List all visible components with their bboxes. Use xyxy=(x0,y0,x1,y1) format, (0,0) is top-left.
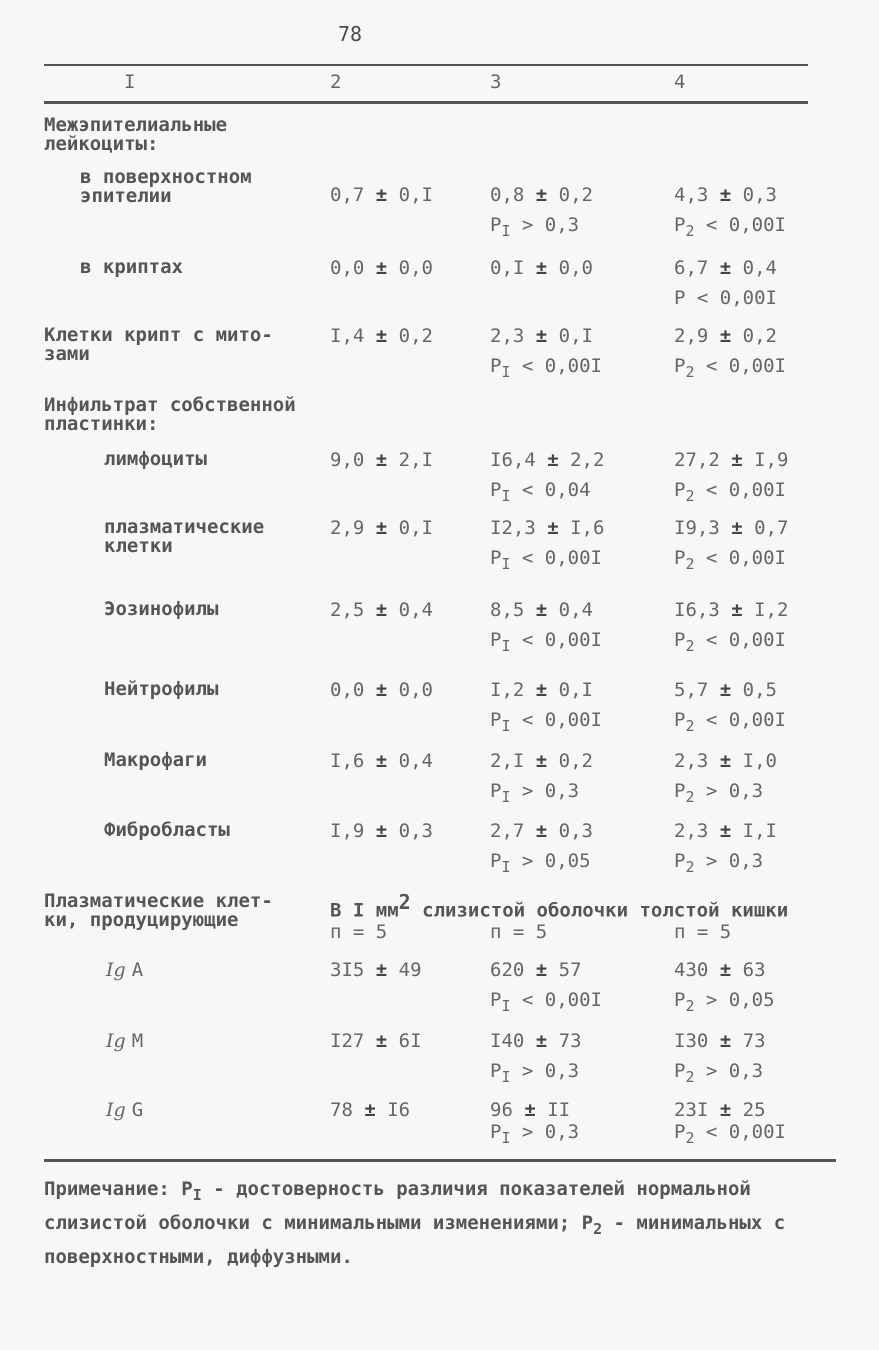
col4-p-crypts xyxy=(674,288,777,309)
plus-minus: ± xyxy=(719,820,732,842)
plus-minus: ± xyxy=(535,325,548,347)
mean-value: 0,I xyxy=(490,257,536,279)
error-value: 0,I xyxy=(387,184,433,206)
mean-value: 620 xyxy=(490,959,536,981)
plus-minus: ± xyxy=(535,820,548,842)
p-symbol: P xyxy=(674,355,686,377)
error-value: 0,2 xyxy=(547,184,593,206)
col2-value-surface xyxy=(330,185,433,206)
plus-minus: ± xyxy=(731,599,743,621)
col4-p-surface xyxy=(674,214,786,240)
subscript: I xyxy=(501,487,511,505)
col2-value-mitosis xyxy=(330,326,433,347)
error-value: 0,4 xyxy=(387,599,433,621)
error-value: 0,3 xyxy=(547,820,593,842)
p-value: < 0,00I xyxy=(510,547,602,569)
section-plasma-cells: Плазматические клет- ки, продуцирующие xyxy=(44,890,273,931)
mean-value: 5,7 xyxy=(674,679,720,701)
p-value: < 0,00I xyxy=(694,479,786,501)
error-value: 0,5 xyxy=(731,679,777,701)
p-symbol: P xyxy=(490,780,502,802)
ig-label-igm xyxy=(106,1031,143,1052)
row-label-mitosis: Клетки крипт с мито- зами xyxy=(44,324,273,365)
mean-value: 4,3 xyxy=(674,184,720,206)
error-value: 73 xyxy=(547,1030,582,1052)
mean-value: 9,0 xyxy=(330,449,376,471)
p-symbol: P xyxy=(674,850,686,872)
section-intraepithelial: Межэпителиальные лейкоциты: xyxy=(44,114,228,155)
subscript: 2 xyxy=(685,637,695,655)
header-rule xyxy=(44,101,808,104)
p-value: > 0,3 xyxy=(694,850,764,872)
col2-value-iga xyxy=(330,960,422,981)
col3-p-plasma xyxy=(490,547,602,573)
subscript: I xyxy=(501,997,511,1015)
col3-value-eos xyxy=(490,600,593,621)
subscript: I xyxy=(501,363,511,381)
bottom-rule xyxy=(44,1159,836,1162)
col3-value-crypts xyxy=(490,258,593,279)
p-value: > 0,3 xyxy=(510,214,580,236)
mean-value: I,2 xyxy=(490,679,536,701)
col3-value-igg xyxy=(490,1100,570,1121)
mean-value: I40 xyxy=(490,1030,536,1052)
sample-size-4: п = 5 xyxy=(674,921,732,943)
col4-p-igg xyxy=(674,1121,786,1147)
col4-value-surface xyxy=(674,185,777,206)
col4-p-plasma xyxy=(674,547,786,573)
col2-value-eos xyxy=(330,600,433,621)
mean-value: 0,8 xyxy=(490,184,536,206)
ig-label-iga xyxy=(106,960,143,981)
col3-p-lymph xyxy=(490,479,591,505)
ig-class: A xyxy=(131,959,144,981)
p-symbol: P xyxy=(674,989,686,1011)
plus-minus: ± xyxy=(719,1099,732,1121)
p-symbol: P xyxy=(674,479,686,501)
col4-value-lymph xyxy=(674,450,788,471)
p-value: > 0,05 xyxy=(694,989,775,1011)
col3-p-mitosis xyxy=(490,355,602,381)
p-value: < 0,00I xyxy=(694,355,786,377)
subscript: 2 xyxy=(685,222,695,240)
col4-value-mitosis xyxy=(674,326,777,347)
plus-minus: ± xyxy=(535,599,548,621)
mean-value: 96 xyxy=(490,1099,525,1121)
subscript: 2 xyxy=(685,487,695,505)
error-value: 0,0 xyxy=(387,257,433,279)
mean-value: 3I5 xyxy=(330,959,376,981)
col3-p-fibro xyxy=(490,850,591,876)
col3-value-lymph xyxy=(490,450,604,471)
plus-minus: ± xyxy=(719,325,732,347)
p-symbol: P xyxy=(674,709,686,731)
p-symbol: P xyxy=(490,1060,502,1082)
p-value: > 0,3 xyxy=(510,1060,580,1082)
col3-value-neut xyxy=(490,680,593,701)
page-number: 78 xyxy=(338,22,363,46)
error-value: 6I xyxy=(387,1030,422,1052)
col4-value-igg xyxy=(674,1100,766,1121)
plus-minus: ± xyxy=(375,750,388,772)
top-rule xyxy=(44,64,808,66)
plus-minus: ± xyxy=(535,959,548,981)
p-symbol: P xyxy=(490,1121,502,1143)
col2-value-crypts xyxy=(330,258,433,279)
mean-value: 2,9 xyxy=(674,325,720,347)
plus-minus: ± xyxy=(719,679,732,701)
col2-value-fibro xyxy=(330,821,433,842)
sample-size-3: п = 5 xyxy=(490,921,548,943)
plus-minus: ± xyxy=(375,257,388,279)
p-value: < 0,00I xyxy=(694,1121,786,1143)
plus-minus: ± xyxy=(375,820,388,842)
col2-value-plasma xyxy=(330,518,433,539)
col2-value-macro xyxy=(330,751,433,772)
column-header-2: 2 xyxy=(330,71,342,93)
p-value: < 0,00I xyxy=(694,629,786,651)
error-value: 0,7 xyxy=(742,517,789,539)
mean-value: I27 xyxy=(330,1030,376,1052)
error-value: 73 xyxy=(731,1030,766,1052)
subscript: I xyxy=(501,222,511,240)
plus-minus: ± xyxy=(547,517,559,539)
mean-value: 2,9 xyxy=(330,517,376,539)
error-value: 0,2 xyxy=(387,325,433,347)
plus-minus: ± xyxy=(375,325,388,347)
col4-p-fibro xyxy=(674,850,764,876)
error-value: 0,I xyxy=(387,517,433,539)
p-symbol: P xyxy=(674,1121,686,1143)
p-value: < 0,00I xyxy=(510,629,602,651)
plus-minus: ± xyxy=(535,679,548,701)
p-value: > 0,05 xyxy=(510,850,591,872)
p-symbol: P xyxy=(490,355,502,377)
subscript: I xyxy=(501,717,511,735)
plus-minus: ± xyxy=(364,1099,376,1121)
p-value: < 0,00I xyxy=(694,547,786,569)
mean-value: 2,3 xyxy=(674,820,720,842)
col4-value-crypts xyxy=(674,258,777,279)
plus-minus: ± xyxy=(375,959,388,981)
error-value: I6 xyxy=(375,1099,411,1121)
subscript: 2 xyxy=(685,717,695,735)
col4-value-iga xyxy=(674,960,766,981)
col3-p-igg xyxy=(490,1121,580,1147)
p-symbol: P xyxy=(674,1060,686,1082)
column-header-1: I xyxy=(124,71,136,93)
mean-value: 8,5 xyxy=(490,599,536,621)
mean-value: I6,4 xyxy=(490,449,548,471)
row-label-eos: Эозинофилы xyxy=(104,598,219,620)
ig-symbol: Ig xyxy=(106,959,132,981)
plus-minus: ± xyxy=(719,1030,732,1052)
plus-minus: ± xyxy=(719,184,732,206)
p-value: < 0,00I xyxy=(510,989,602,1011)
col4-value-eos xyxy=(674,600,788,621)
col3-p-iga xyxy=(490,989,602,1015)
col4-value-neut xyxy=(674,680,777,701)
col3-p-macro xyxy=(490,780,580,806)
error-value: I,0 xyxy=(731,750,777,772)
sample-size-2: п = 5 xyxy=(330,921,388,943)
mean-value: 2,3 xyxy=(490,325,536,347)
error-value: 49 xyxy=(387,959,422,981)
p-value: < 0,00I xyxy=(694,214,786,236)
p-symbol: P xyxy=(490,214,502,236)
unit-line xyxy=(330,892,788,921)
col3-value-mitosis xyxy=(490,326,593,347)
p-symbol: P xyxy=(490,479,502,501)
error-value: I,2 xyxy=(742,599,789,621)
ig-class: G xyxy=(131,1099,144,1121)
mean-value: 23I xyxy=(674,1099,720,1121)
error-value: 0,0 xyxy=(387,679,433,701)
mean-value: I,4 xyxy=(330,325,376,347)
column-header-3: 3 xyxy=(490,71,502,93)
p-value: > 0,3 xyxy=(510,1121,580,1143)
subscript: 2 xyxy=(685,858,695,876)
p-symbol: P xyxy=(674,780,686,802)
mean-value: 27,2 xyxy=(674,449,732,471)
error-value: 2,2 xyxy=(558,449,605,471)
col4-p-mitosis xyxy=(674,355,786,381)
col3-p-eos xyxy=(490,629,602,655)
error-value: I,9 xyxy=(742,449,789,471)
error-value: I,6 xyxy=(558,517,605,539)
mean-value: I30 xyxy=(674,1030,720,1052)
subscript: 2 xyxy=(685,997,695,1015)
plus-minus: ± xyxy=(375,517,388,539)
col4-value-igm xyxy=(674,1031,766,1052)
mean-value: 6,7 xyxy=(674,257,720,279)
column-header-4: 4 xyxy=(674,71,686,93)
error-value: 0,I xyxy=(547,679,593,701)
ig-symbol: Ig xyxy=(106,1030,132,1052)
subscript: 2 xyxy=(685,555,695,573)
col4-value-macro xyxy=(674,751,777,772)
mean-value: I2,3 xyxy=(490,517,548,539)
plus-minus: ± xyxy=(375,449,388,471)
p-symbol: P xyxy=(674,547,686,569)
unit-exponent: 2 xyxy=(398,890,411,914)
mean-value: I,9 xyxy=(330,820,376,842)
col4-p-lymph xyxy=(674,479,786,505)
p-value: > 0,3 xyxy=(694,1060,764,1082)
p-symbol: P xyxy=(490,850,502,872)
unit-tail: слизистой оболочки толстой кишки xyxy=(410,899,789,922)
subscript: 2 xyxy=(685,1068,695,1086)
footnote: Примечание: $P_I$ - достоверность различия показателей нормальной слизистой оболочки с минимальными изменениями; $P_2$ - минимальных с поверхностными, диффузными. xyxy=(44,1178,786,1268)
subscript: I xyxy=(501,1068,511,1086)
col3-p-neut xyxy=(490,709,602,735)
p-value: < 0,00I xyxy=(510,709,602,731)
error-value: 0,0 xyxy=(547,257,593,279)
p-value: > 0,3 xyxy=(694,780,764,802)
error-value: 0,3 xyxy=(731,184,777,206)
col4-p-igm xyxy=(674,1060,764,1086)
error-value: 0,3 xyxy=(387,820,433,842)
ig-label-igg xyxy=(106,1100,143,1121)
error-value: 63 xyxy=(731,959,766,981)
plus-minus: ± xyxy=(731,517,743,539)
subscript: I xyxy=(501,788,511,806)
col3-value-igm xyxy=(490,1031,582,1052)
col3-p-igm xyxy=(490,1060,580,1086)
col2-value-neut xyxy=(330,680,433,701)
mean-value: 2,3 xyxy=(674,750,720,772)
col2-value-lymph xyxy=(330,450,433,471)
col4-p-eos xyxy=(674,629,786,655)
col3-value-macro xyxy=(490,751,593,772)
mean-value: 0,7 xyxy=(330,184,376,206)
row-label-lymph: лимфоциты xyxy=(104,448,207,470)
row-label-plasma: плазматические клетки xyxy=(104,516,265,557)
mean-value: 0,0 xyxy=(330,679,376,701)
error-value: 0,I xyxy=(547,325,593,347)
subscript: 2 xyxy=(685,363,695,381)
plus-minus: ± xyxy=(375,599,388,621)
p-symbol: P xyxy=(490,629,502,651)
plus-minus: ± xyxy=(719,257,732,279)
subscript: I xyxy=(501,637,511,655)
plus-minus: ± xyxy=(535,257,548,279)
subscript: 2 xyxy=(685,1129,695,1147)
plus-minus: ± xyxy=(731,449,743,471)
col2-value-igg xyxy=(330,1100,410,1121)
error-value: 0,2 xyxy=(731,325,777,347)
section-infiltrate: Инфильтрат собственной пластинки: xyxy=(44,394,296,435)
p-symbol: P xyxy=(490,547,502,569)
row-label-surface: в поверхностном эпителии xyxy=(80,166,252,207)
mean-value: I6,3 xyxy=(674,599,732,621)
error-value: 0,4 xyxy=(387,750,433,772)
subscript: 2 xyxy=(685,788,695,806)
row-label-neut: Нейтрофилы xyxy=(104,678,219,700)
mean-value: 0,0 xyxy=(330,257,376,279)
ig-symbol: Ig xyxy=(106,1099,132,1121)
error-value: 0,4 xyxy=(547,599,593,621)
error-value: 0,4 xyxy=(731,257,777,279)
p-value: < 0,00I xyxy=(694,709,786,731)
subscript: I xyxy=(501,555,511,573)
error-value: II xyxy=(535,1099,571,1121)
plus-minus: ± xyxy=(524,1099,536,1121)
mean-value: 2,5 xyxy=(330,599,376,621)
p-value: < 0,00I xyxy=(685,287,777,309)
col4-p-iga xyxy=(674,989,775,1015)
mean-value: I9,3 xyxy=(674,517,732,539)
plus-minus: ± xyxy=(535,750,548,772)
p-symbol: P xyxy=(674,287,686,309)
mean-value: 2,I xyxy=(490,750,536,772)
p-symbol: P xyxy=(674,214,686,236)
plus-minus: ± xyxy=(375,184,388,206)
p-symbol: P xyxy=(490,709,502,731)
col3-value-fibro xyxy=(490,821,593,842)
ig-class: M xyxy=(131,1030,144,1052)
unit-lead: В I мм xyxy=(330,899,399,922)
p-value: < 0,04 xyxy=(510,479,591,501)
error-value: 25 xyxy=(731,1099,766,1121)
row-label-fibro: Фибробласты xyxy=(104,819,230,841)
col2-value-igm xyxy=(330,1031,422,1052)
col4-value-plasma xyxy=(674,518,788,539)
p-symbol: P xyxy=(490,989,502,1011)
col4-p-neut xyxy=(674,709,786,735)
col3-value-surface xyxy=(490,185,593,206)
col3-p-surface xyxy=(490,214,580,240)
col3-value-plasma xyxy=(490,518,604,539)
subscript: I xyxy=(501,1129,511,1147)
p-symbol: P xyxy=(674,629,686,651)
row-label-macro: Макрофаги xyxy=(104,749,207,771)
col3-value-iga xyxy=(490,960,582,981)
subscript: I xyxy=(501,858,511,876)
error-value: 2,I xyxy=(387,449,433,471)
plus-minus: ± xyxy=(375,679,388,701)
mean-value: I,6 xyxy=(330,750,376,772)
plus-minus: ± xyxy=(719,959,732,981)
plus-minus: ± xyxy=(535,1030,548,1052)
plus-minus: ± xyxy=(375,1030,388,1052)
error-value: 57 xyxy=(547,959,582,981)
mean-value: 2,7 xyxy=(490,820,536,842)
plus-minus: ± xyxy=(535,184,548,206)
mean-value: 78 xyxy=(330,1099,365,1121)
p-value: > 0,3 xyxy=(510,780,580,802)
col4-value-fibro xyxy=(674,821,777,842)
p-value: < 0,00I xyxy=(510,355,602,377)
plus-minus: ± xyxy=(719,750,732,772)
error-value: I,I xyxy=(731,820,777,842)
row-label-crypts: в криптах xyxy=(80,256,183,278)
mean-value: 430 xyxy=(674,959,720,981)
plus-minus: ± xyxy=(547,449,559,471)
error-value: 0,2 xyxy=(547,750,593,772)
col4-p-macro xyxy=(674,780,764,806)
